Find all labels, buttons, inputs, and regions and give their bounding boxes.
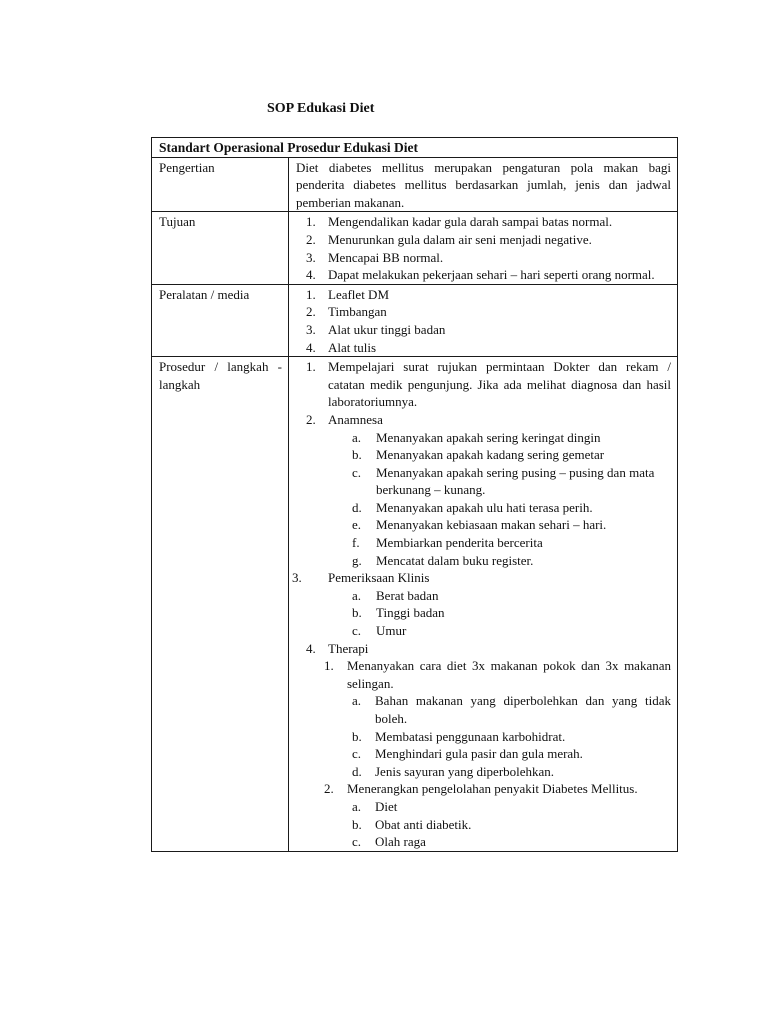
list-text: Bahan makanan yang diperbolehkan dan yang tidak boleh. [375, 693, 671, 726]
list-letter: a. [352, 693, 362, 709]
row-label-tujuan: Tujuan [152, 212, 289, 284]
list-text: Menghindari gula pasir dan gula merah. [375, 746, 583, 762]
list-text: Menanyakan apakah sering pusing – pusing dan mata berkunang – kunang. [376, 464, 655, 498]
list-text: Umur [376, 623, 407, 639]
list-text: Membatasi penggunaan karbohidrat. [375, 728, 566, 744]
list-text: Diet [375, 798, 398, 814]
list-item [296, 303, 671, 321]
list-text: Menanyakan kebiasaan makan sehari – hari. [376, 517, 607, 533]
document-title: SOP Edukasi Diet [267, 101, 375, 116]
list-letter: c. [352, 464, 362, 480]
list-number: 2. [306, 231, 316, 247]
list-text: Mengendalikan kadar gula darah sampai batas normal. [328, 214, 613, 230]
list-letter: a. [352, 798, 362, 814]
row-label-peralatan: Peralatan / media [152, 284, 289, 356]
list-item [296, 587, 671, 605]
list-text: Obat anti diabetik. [375, 816, 472, 832]
list-letter: d. [352, 763, 362, 779]
list-item [296, 249, 671, 267]
list-item [296, 286, 671, 304]
list-item [296, 816, 671, 834]
table-row-tujuan [152, 212, 678, 284]
list-text: Jenis sayuran yang diperbolehkan. [375, 763, 555, 779]
table-row-pengertian [152, 157, 678, 212]
list-text: Berat badan [376, 587, 439, 603]
list-item [296, 798, 671, 816]
list-number: 3. [306, 321, 316, 337]
list-number: 1. [306, 286, 316, 302]
list-item [296, 692, 671, 727]
list-item [296, 833, 671, 851]
list-number: 2. [306, 411, 316, 427]
list-text: Olah raga [375, 834, 426, 850]
list-text: Membiarkan penderita bercerita [376, 535, 543, 551]
list-letter: e. [352, 517, 362, 533]
list-letter: c. [352, 623, 362, 639]
list-text: Alat ukur tinggi badan [328, 321, 446, 337]
list-text: Mencatat dalam buku register. [376, 552, 534, 568]
list-item [296, 358, 671, 411]
list-number: 2. [324, 781, 334, 797]
list-item [296, 622, 671, 640]
list-item [292, 569, 671, 587]
list-text: Alat tulis [328, 339, 377, 355]
list-text: Menerangkan pengelolahan penyakit Diabetes Mellitus. [347, 781, 638, 797]
tujuan-list [289, 212, 678, 284]
list-item [296, 728, 671, 746]
list-item [296, 780, 671, 798]
sop-table [151, 137, 678, 852]
list-text: Pemeriksaan Klinis [328, 570, 430, 586]
row-label-pengertian: Pengertian [152, 157, 289, 212]
list-letter: f. [352, 535, 360, 551]
row-label-prosedur: Prosedur / langkah - langkah [152, 357, 289, 852]
list-text: Timbangan [328, 304, 387, 320]
table-row-peralatan [152, 284, 678, 356]
list-number: 4. [306, 339, 316, 355]
list-letter: b. [352, 728, 362, 744]
list-letter: b. [352, 605, 362, 621]
list-item [296, 499, 671, 517]
list-text: Therapi [328, 640, 369, 656]
list-number: 3. [292, 570, 302, 586]
list-item [296, 339, 671, 357]
list-item [296, 464, 671, 499]
table-row-prosedur [152, 357, 678, 852]
list-text: Menanyakan cara diet 3x makanan pokok dan 3x makanan selingan. [347, 658, 671, 691]
list-number: 1. [306, 359, 316, 375]
list-text: Menanyakan apakah ulu hati terasa perih. [376, 499, 593, 515]
list-text: Mempelajari surat rujukan permintaan Dokter dan rekam / catatan medik pengunjung. Jika ada melihat diagnosa dan hasil laboratoriumnya. [328, 359, 671, 410]
list-item [296, 534, 671, 552]
list-letter: a. [352, 587, 362, 603]
list-number: 4. [306, 267, 316, 283]
list-item [296, 213, 671, 231]
list-item [296, 411, 671, 429]
list-number: 2. [306, 304, 316, 320]
list-number: 1. [306, 214, 316, 230]
list-item [296, 231, 671, 249]
list-item [296, 657, 671, 692]
list-number: 4. [306, 640, 316, 656]
list-letter: a. [352, 429, 362, 445]
list-item [296, 604, 671, 622]
prosedur-list [289, 357, 678, 852]
pengertian-text: Diet diabetes mellitus merupakan pengaturan pola makan bagi penderita diabetes mellitus berdasarkan jumlah, jenis dan jadwal pemberian makanan. [289, 157, 678, 212]
list-item [296, 552, 671, 570]
list-letter: b. [352, 816, 362, 832]
list-letter: g. [352, 552, 362, 568]
list-text: Menurunkan gula dalam air seni menjadi negative. [328, 231, 592, 247]
list-letter: c. [352, 834, 362, 850]
list-text: Anamnesa [328, 411, 383, 427]
peralatan-list [289, 284, 678, 356]
list-letter: c. [352, 746, 362, 762]
list-text: Dapat melakukan pekerjaan sehari – hari seperti orang normal. [328, 267, 655, 283]
list-item [296, 516, 671, 534]
list-text: Mencapai BB normal. [328, 249, 444, 265]
list-letter: d. [352, 499, 362, 515]
table-header: Standart Operasional Prosedur Edukasi Diet [152, 138, 678, 158]
table-header-row [152, 138, 678, 158]
list-text: Leaflet DM [328, 286, 390, 302]
list-text: Menanyakan apakah kadang sering gemetar [376, 447, 605, 463]
list-item [296, 640, 671, 658]
list-item [296, 266, 671, 284]
list-item [296, 429, 671, 447]
list-number: 3. [306, 249, 316, 265]
list-item [296, 745, 671, 763]
list-number: 1. [324, 658, 334, 674]
list-text: Tinggi badan [376, 605, 445, 621]
list-item [296, 321, 671, 339]
list-item [296, 763, 671, 781]
list-letter: b. [352, 447, 362, 463]
list-item [296, 446, 671, 464]
list-text: Menanyakan apakah sering keringat dingin [376, 429, 601, 445]
